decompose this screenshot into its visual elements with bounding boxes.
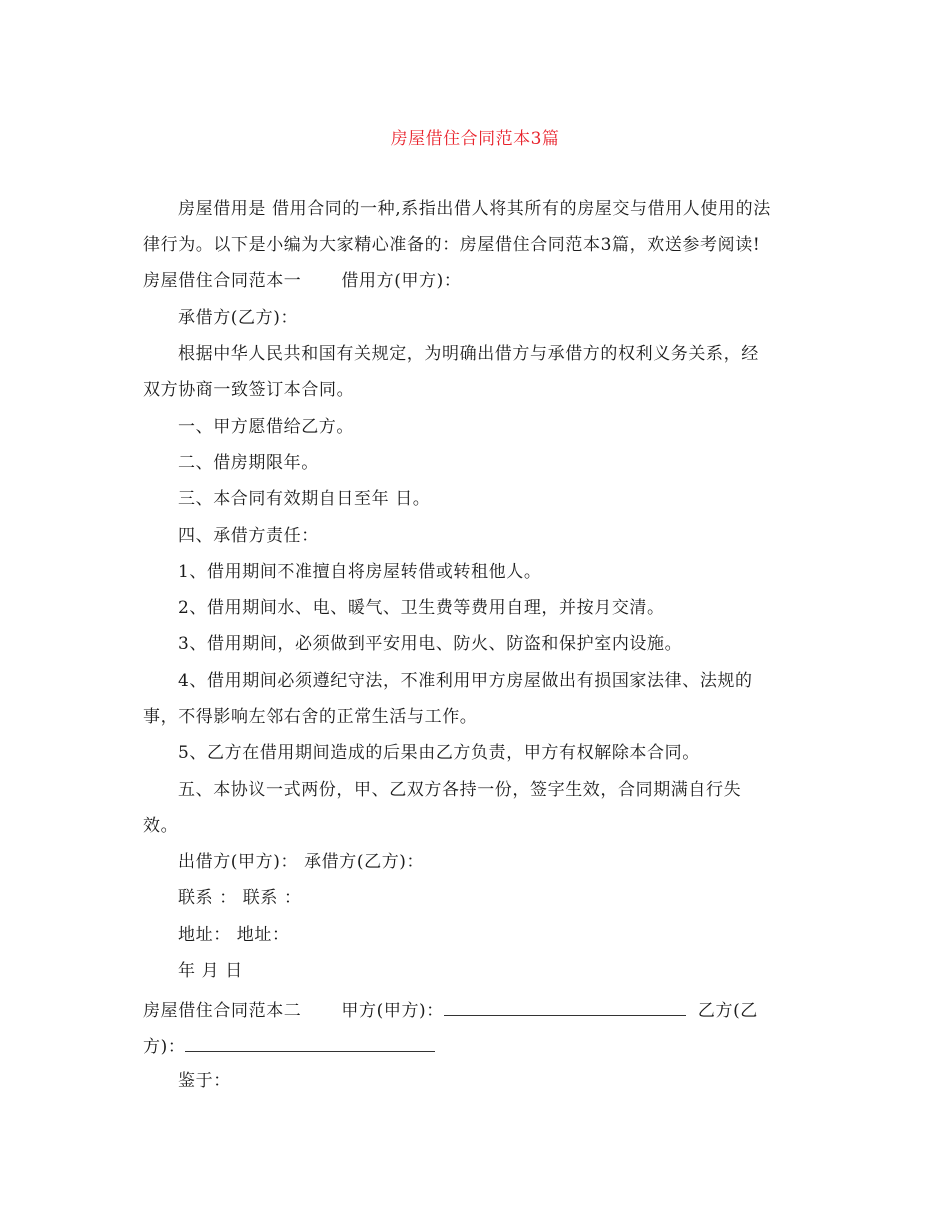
clause-3: 三、本合同有效期自日至年 日。 [178,489,431,509]
clause-2: 二、借房期限年。 [178,453,319,473]
party-b-line [143,1033,435,1058]
item-2: 2、借用期间水、电、暖气、卫生费等费用自理，并按月交清。 [178,598,665,618]
item-1: 1、借用期间不准擅自将房屋转借或转租他人。 [178,562,542,582]
sample-2-heading: 房屋借住合同范本二 [143,1001,302,1021]
item-4-line-2: 事，不得影响左邻右舍的正常生活与工作。 [143,707,478,727]
basis-line-1: 根据中华人民共和国有关规定，为明确出借方与承借方的权利义务关系，经 [178,344,759,364]
clause-5-line-2: 效。 [143,816,179,836]
intro-line-1: 房屋借用是 借用合同的一种,系指出借人将其所有的房屋交与借用人使用的法 [178,199,771,219]
sample-2-line [143,997,758,1022]
lender-label: 借用方(甲方)： [341,271,462,291]
party-a-blank [444,997,686,1016]
clause-4: 四、承借方责任： [178,526,319,546]
clause-5-line-1: 五、本协议一式两份，甲、乙双方各持一份，签字生效，合同期满自行失 [178,780,742,800]
item-3: 3、借用期间，必须做到平安用电、防火、防盗和保护室内设施。 [178,634,683,654]
signature-parties: 出借方(甲方)： 承借方(乙方)： [178,852,425,872]
sample-1-line [143,270,461,292]
item-4-line-1: 4、借用期间必须遵纪守法，不准利用甲方房屋做出有损国家法律、法规的 [178,671,753,691]
party-b-label-part-2: 方)： [143,1037,186,1057]
party-a-label: 甲方(甲方)： [341,1001,444,1021]
borrower-label: 承借方(乙方)： [178,308,299,328]
item-5: 5、乙方在借用期间造成的后果由乙方负责，甲方有权解除本合同。 [178,743,700,763]
party-b-label-part-1: 乙方(乙 [697,1001,758,1021]
signature-date: 年 月 日 [178,961,243,981]
signature-contact: 联系 ： 联系 ： [178,888,302,908]
sample-1-heading: 房屋借住合同范本一 [143,271,302,291]
basis-line-2: 双方协商一致签订本合同。 [143,380,355,400]
signature-address: 地址： 地址： [178,925,290,945]
party-b-blank [185,1033,435,1052]
clause-1: 一、甲方愿借给乙方。 [178,417,354,437]
document-title: 房屋借住合同范本3篇 [390,129,560,149]
whereas-label: 鉴于： [178,1071,231,1091]
intro-line-2: 律行为。以下是小编为大家精心准备的：房屋借住合同范本3篇，欢送参考阅读! [143,235,761,255]
